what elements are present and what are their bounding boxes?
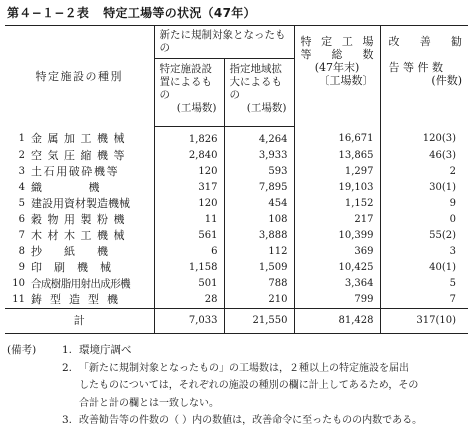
header-recommendations: 改 善 勧 告 等 件 数 (件数) <box>380 26 468 127</box>
header-by-area: 指定地域拡 大によるも の (工場数) <box>224 59 294 127</box>
row-name: 金属加工機械 <box>31 127 154 149</box>
cell-install: 501 <box>154 276 224 292</box>
table-row <box>5 260 468 276</box>
cell-area: 454 <box>224 196 294 212</box>
cell-rec: 2 <box>449 166 456 177</box>
total-install: 7,033 <box>154 309 224 334</box>
factory-status-table <box>5 25 468 334</box>
cell-install: 1,158 <box>154 260 224 276</box>
total-total: 81,428 <box>294 309 380 334</box>
row-number: 11 <box>5 292 31 309</box>
row-number: 9 <box>18 262 25 273</box>
table-row <box>5 276 468 292</box>
cell-rec: 30(1) <box>429 182 456 193</box>
table-number: 第４−１−２表 <box>7 6 90 20</box>
row-number: 1 <box>18 133 25 145</box>
notes-label: (備考) <box>7 344 37 356</box>
header-facility-type: 特定施設の種別 <box>5 26 154 127</box>
cell-total: 10,425 <box>294 260 380 276</box>
cell-rec: 3 <box>449 246 456 257</box>
table-row <box>5 148 468 164</box>
cell-rec: 46(3) <box>429 150 456 161</box>
table-row <box>5 164 468 180</box>
row-name: 抄 紙 機 <box>31 244 154 260</box>
total-label: 計 <box>5 309 154 334</box>
cell-rec: 40(1) <box>429 262 456 273</box>
total-row <box>5 309 468 334</box>
row-number: 3 <box>18 166 25 177</box>
cell-total: 1,297 <box>294 164 380 180</box>
cell-total: 13,865 <box>294 148 380 164</box>
row-number: 5 <box>18 198 25 209</box>
cell-area: 108 <box>224 212 294 228</box>
row-number: 2 <box>18 150 25 161</box>
cell-area: 3,933 <box>224 148 294 164</box>
header-row-1 <box>5 26 468 59</box>
cell-install: 561 <box>154 228 224 244</box>
cell-rec: 7 <box>380 292 468 309</box>
row-number: 10 <box>12 278 25 289</box>
cell-install: 120 <box>154 164 224 180</box>
cell-total: 3,364 <box>294 276 380 292</box>
header-total-factories: 特 定 工 場 等 総 数 (47年末) 〔工場数〕 <box>294 26 380 127</box>
table-row <box>5 212 468 228</box>
cell-rec: 120(3) <box>422 133 456 145</box>
cell-install: 6 <box>154 244 224 260</box>
header-by-installation: 特定施設設 置によるも の (工場数) <box>154 59 224 127</box>
table-title <box>7 4 256 21</box>
cell-total: 10,399 <box>294 228 380 244</box>
cell-install: 120 <box>154 196 224 212</box>
cell-rec: 55(2) <box>429 230 456 241</box>
row-name: 印 刷 機 械 <box>31 260 154 276</box>
note-2: 2. 「新たに規制対象となったもの」の工場数は，２種以上の特定施設を届出 <box>62 361 409 374</box>
row-name: 木材木工機械 <box>31 228 154 244</box>
cell-total: 369 <box>294 244 380 260</box>
row-number: 4 <box>18 182 25 193</box>
cell-area: 210 <box>224 292 294 309</box>
cell-area: 4,264 <box>224 127 294 149</box>
row-name: 合成樹脂用射出成形機 <box>31 276 154 292</box>
cell-install: 11 <box>154 212 224 228</box>
cell-install: 2,840 <box>154 148 224 164</box>
cell-total: 16,671 <box>294 127 380 149</box>
table-row <box>5 292 468 309</box>
cell-rec: 0 <box>449 214 456 225</box>
table-row <box>5 127 468 149</box>
cell-area: 112 <box>224 244 294 260</box>
row-name: 織 機 <box>31 180 154 196</box>
row-name: 空気圧縮機等 <box>31 148 154 164</box>
cell-area: 3,888 <box>224 228 294 244</box>
cell-rec: 5 <box>449 278 456 289</box>
row-number: 6 <box>18 214 25 225</box>
note-1: (備考) 1. 環境庁調べ <box>7 342 467 360</box>
row-name: 土石用破砕機等 <box>31 164 154 180</box>
table-row <box>5 228 468 244</box>
cell-area: 593 <box>224 164 294 180</box>
header-newly-regulated: 新たに規制対象となったもの <box>154 26 294 59</box>
notes: (備考) 1. 環境庁調べ 2. 「新たに規制対象となったもの」の工場数は，２種以上の特定施設を届出 したものについては，それぞれの施設の種別の欄に計上してあるため，その 合計と計の欄とは一致しない。 3. 改善勧告等の件数の（ ）内の数値は，改善命令に至ったものの内数である。 <box>7 342 467 430</box>
cell-total: 19,103 <box>294 180 380 196</box>
table-row <box>5 244 468 260</box>
cell-total: 217 <box>294 212 380 228</box>
table-caption: 特定工場等の状況（47年） <box>103 6 256 20</box>
note-3: 3. 改善勧告等の件数の（ ）内の数値は，改善命令に至ったものの内数である。 <box>62 414 423 427</box>
cell-area: 7,895 <box>224 180 294 196</box>
cell-total: 1,152 <box>294 196 380 212</box>
cell-install: 1,826 <box>154 127 224 149</box>
cell-area: 788 <box>224 276 294 292</box>
row-name: 鋳型造型機 <box>31 292 154 309</box>
row-number: 7 <box>18 230 25 241</box>
total-area: 21,550 <box>224 309 294 334</box>
table-row <box>5 196 468 212</box>
cell-rec: 9 <box>449 198 456 209</box>
cell-install: 317 <box>154 180 224 196</box>
row-number: 8 <box>18 246 25 257</box>
table-row <box>5 180 468 196</box>
cell-area: 1,509 <box>224 260 294 276</box>
cell-install: 28 <box>154 292 224 309</box>
row-name: 穀物用製粉機 <box>31 212 154 228</box>
row-name: 建設用資材製造機械 <box>31 196 154 212</box>
cell-total: 799 <box>294 292 380 309</box>
total-rec: 317(10) <box>380 309 468 334</box>
